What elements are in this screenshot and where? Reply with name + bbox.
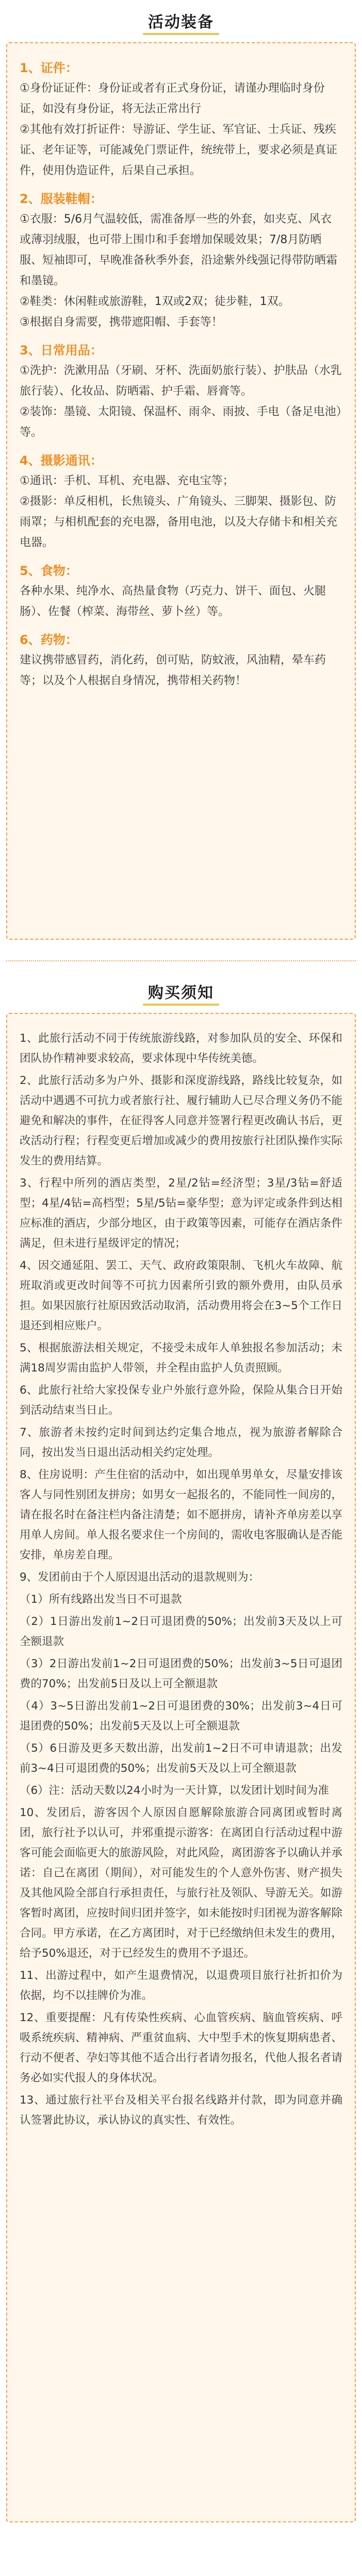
equip-item: ③根据自身需要，携带遮阳帽、手套等！ xyxy=(20,316,223,329)
notice-paragraph: 10、发团后，游客因个人原因自愿解除旅游合同离团或暂时离团，旅行社予以认可，并邪重提示游客：在离团自行活动过程中游客可能会面临更大的旅游风险，对此风险，离团游客予以确认并承诺：自己在离团（期间），对可能发生的个人意外伤害、财产损失及其他风险全部自行承担责任，与旅行社及领队、导游无关。如游客暂时离团，应按时间归团并签字，如未能按时归团视为游客解除合同。甲方承诺，在乙方离团时，对于已经缴纳但未发生的费用，给予50%退还，对于已经发生的费用不予退还。 xyxy=(20,1806,342,1960)
equip-item: 建议携带感冒药，消化药，创可贴，防蚊液，风油精，晕车药等；以及个人根据自身情况，携带相关药物！ xyxy=(20,654,326,687)
notice-paragraph: （2）1日游出发前1~2日可退团费的50%；出发前3天及以上可全额退款 xyxy=(20,1615,342,1648)
notice-paragraph: 7、旅游者未按约定时间到达约定集合地点，视为旅游者解除合同，按出发当日退出活动相关约定处理。 xyxy=(20,1426,342,1459)
notice-paragraph: 5、根据旅游法相关规定，不接受未成年人单独报名参加活动；未满18周岁需由监护人带领，并全程由监护人负责照顾。 xyxy=(20,1342,342,1375)
equip-heading-food: 5、食物： xyxy=(20,564,78,578)
equipment-title: 活动装备 xyxy=(138,9,224,32)
equip-heading-photo: 4、摄影通讯： xyxy=(20,453,103,468)
notice-paragraph: 6、此旅行社给大家投保专业户外旅行意外险，保险从集合日开始到活动结束当日止。 xyxy=(20,1384,342,1417)
notice-paragraph: 8、住房说明：产生住宿的活动中，如出现单男单女，尽量安排该客人与同性别团友拼房；如男女一起报名的，不能同性一间房的，请在报名时在备注栏内备注清楚；如不愿拼房，请补齐单房差以享用单人房间。单人报名要求住一个房间的，需收电客服确认是否能安排，单房差自理。 xyxy=(20,1468,342,1562)
equip-item: ①洗护：洗漱用品（牙刷、牙杯、洗面奶旅行装）、护肤品（水乳旅行装）、化妆品、防晒霜、护手霜、唇膏等。 xyxy=(20,364,342,398)
section-divider xyxy=(6,960,356,961)
equip-item: ①衣服：5/6月气温较低，需准备厚一些的外套，如夹克、风衣或薄羽绒服，也可带上围巾和手套增加保暖效果；7/8月防晒服、短袖即可，早晚准备秋季外套，沿途紫外线强记得带防晒霜和墨镜。 xyxy=(20,213,338,287)
equip-heading-daily: 3、日常用品： xyxy=(20,343,103,358)
equip-item: ②其他有效打折证件：导游证、学生证、军官证、士兵证、残疾证、老年证等，可能减免门票证件，统统带上，要求必须是真证件，使用伪造证件，后果自己承担。 xyxy=(20,123,338,177)
notice-paragraph: （3）2日游出发前1~2日可退团费的50%；出发前3~5日可退团费的70%；出发前5日及以上可全额退款 xyxy=(20,1657,342,1690)
equipment-section xyxy=(0,0,362,940)
notice-card xyxy=(6,1013,356,2522)
notice-paragraph: 12、重要提醒：凡有传染性疾病、心血管疾病、脑血管疾病、呼吸系统疾病、精神病、严重贫血病、大中型手术的恢复期病患者、行动不便者、孕妇等其他不适合出行者请勿报名，代他人报名者请务必如实代报人的身体状况。 xyxy=(20,2011,342,2084)
notice-title: 购买须知 xyxy=(138,980,224,1003)
equip-item: ②鞋类：休闲鞋或旅游鞋，1双或2双；徒步鞋，1双。 xyxy=(20,295,290,308)
equip-item: ②摄影：单反相机，长焦镜头、广角镜头、三脚架、摄影包、防雨罩；与相机配套的充电器，备用电池，以及大存储卡和相关充电器。 xyxy=(20,495,338,549)
notice-paragraph: 4、因交通延阻、罢工、天气、政府政策限制、飞机火车故障、航班取消或更改时间等不可抗力因素所引致的额外费用，由队员承担。如果因旅行社原因致活动取消，活动费用将会在3~5个工作日退还到相应账户。 xyxy=(20,1259,342,1332)
equip-heading-clothing: 2、服装鞋帽： xyxy=(20,192,103,206)
equip-item: ②装饰：墨镜、太阳镜、保温杯、雨伞、雨披、手电（备足电池）等。 xyxy=(20,405,342,439)
notice-paragraph: 11、出游过程中，如产生退费情况，以退费项目旅行社折扣价为依据，均不以挂牌价为准。 xyxy=(20,1969,342,2002)
equip-heading-id: 1、证件： xyxy=(20,61,78,75)
notice-paragraph: （4）3~5日游出发前1~2日可退团费的30%；出发前3~4日可退团费的50%；出发前5天及以上可全额退款 xyxy=(20,1700,342,1733)
equip-heading-medicine: 6、药物： xyxy=(20,633,78,647)
notice-section xyxy=(0,971,362,2522)
notice-paragraph: 1、此旅行活动不同于传统旅游线路，对参加队员的安全、环保和团队协作精神要求较高，要求体现中华传统美德。 xyxy=(20,1032,342,1065)
notice-paragraph: 2、此旅行活动多为户外、摄影和深度游线路，路线比较复杂，如活动中遇遇不可抗力或者旅行社、履行辅助人已尽合理义务仍不能避免和解决的事件，在征得客人同意并签署行程更改确认书后，更改活动行程；行程变更后增加或减少的费用按旅行社团队操作实际发生的费用结算。 xyxy=(20,1074,342,1167)
notice-paragraph: （1）所有线路出发当日不可退款 xyxy=(20,1593,182,1606)
equip-item: ①身份证证件：身份证或者有正式身份证，请谨办理临时身份证，如没有身份证，将无法正常出行 xyxy=(20,82,325,115)
notice-paragraph: （6）注：活动天数以24小时为一天计算，以发团计划时间为准 xyxy=(20,1784,330,1797)
notice-paragraph: （5）6日游及更多天数出游，出发前1~2日不可申请退款；出发前3~4日可退团费的50%；出发前5天及以上可全额退款 xyxy=(20,1742,342,1775)
notice-paragraph: 3、行程中所列的酒店类型，2星/2钻=经济型；3星/3钻=舒适型；4星/4钻=高档型；5星/5钻=豪华型；意为评定或条件到达相应标准的酒店，少部分地区，由于政策等因素，可能存在酒店条件满足，但未进行星级评定的情况； xyxy=(20,1177,342,1250)
equip-item: 各种水果、纯净水、高热量食物（巧克力、饼干、面包、火腿肠）、佐餐（榨菜、海带丝、萝卜丝）等。 xyxy=(20,585,326,618)
equip-item: ①通讯：手机、耳机、充电器、充电宝等； xyxy=(20,474,234,487)
notice-paragraph: 9、发团前由于个人原因退出活动的退款规则为： xyxy=(20,1571,260,1584)
notice-paragraph: 13、通过旅行社平台及相关平台报名线路并付款，即为同意并确认签署此协议，承认协议的真实性、有效性。 xyxy=(20,2094,342,2127)
equipment-card xyxy=(6,42,356,940)
